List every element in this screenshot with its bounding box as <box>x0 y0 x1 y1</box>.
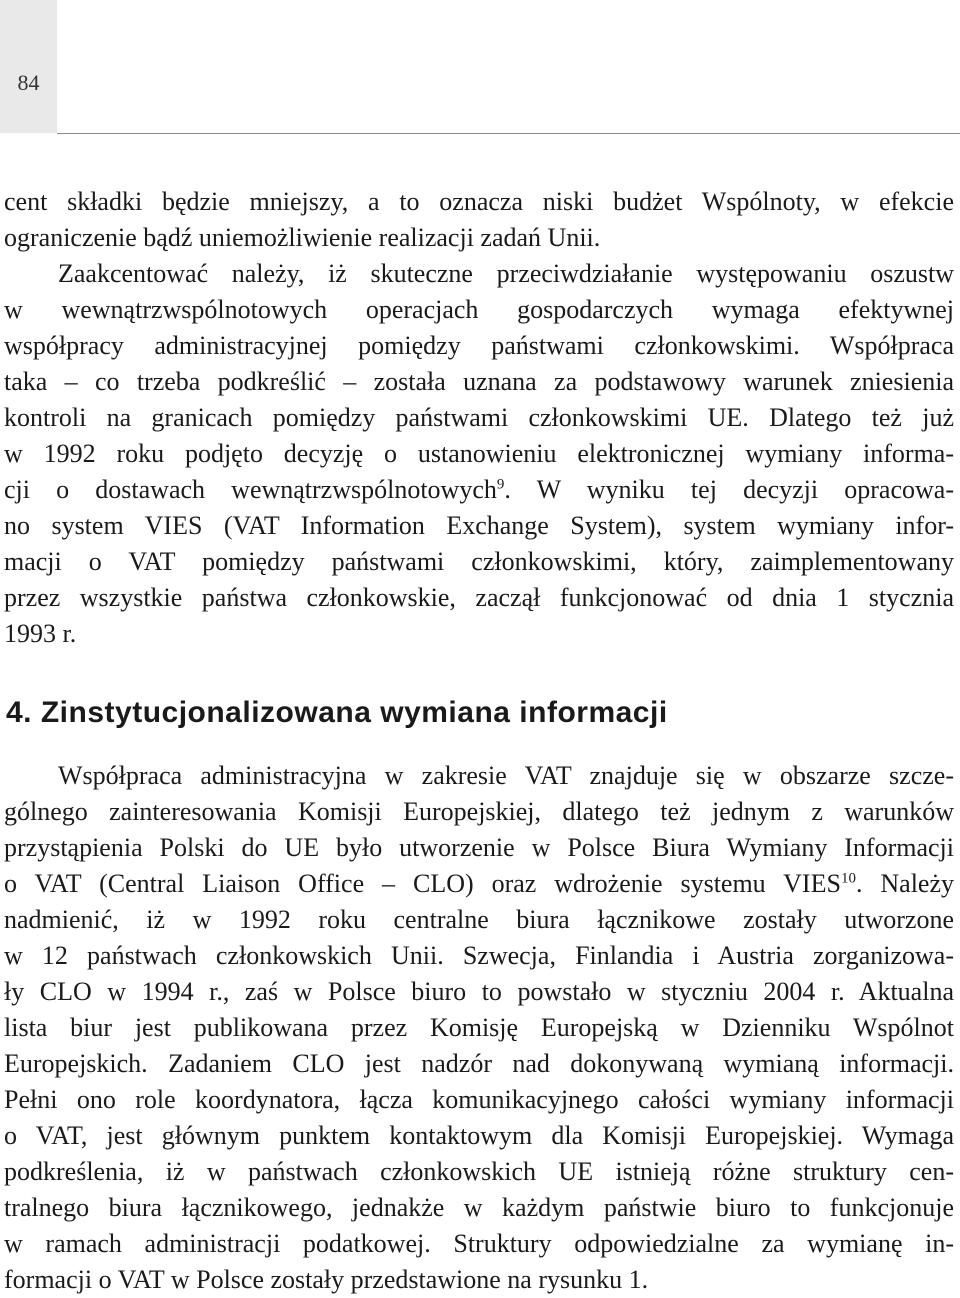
text-line: Europejskich. Zadaniem CLO jest nadzór nad dokonywaną wymianą informacji. <box>4 1049 954 1078</box>
text-line: lista biur jest publikowana przez Komisję Europejską w Dzienniku Wspólnot <box>4 1013 954 1042</box>
text-line <box>4 472 954 508</box>
text-segment: . Należy <box>855 869 954 898</box>
section-heading: 4. Zinstytucjonalizowana wymiana informacji <box>6 696 668 729</box>
header-rule <box>57 133 960 134</box>
text-line: 1993 r. <box>4 619 77 648</box>
text-line: taka – co trzeba podkreślić – została uznana za podstawowy warunek zniesienia <box>4 367 954 396</box>
text-segment: cji o dostawach wewnątrzwspólnotowych <box>4 475 497 504</box>
text-line: nadmienić, iż w 1992 roku centralne biura łącznikowe zostały utworzone <box>4 905 954 934</box>
text-segment: o VAT (Central Liaison Office – CLO) oraz wdrożenie systemu VIES <box>4 869 841 898</box>
text-line: przystąpienia Polski do UE było utworzenie w Polsce Biura Wymiany Informacji <box>4 833 954 862</box>
text-line: cent składki będzie mniejszy, a to oznacza niski budżet Wspólnoty, w efekcie <box>4 187 954 216</box>
text-line: o VAT, jest głównym punktem kontaktowym dla Komisji Europejskiej. Wymaga <box>4 1121 954 1150</box>
text-segment: . W wyniku tej decyzji opracowa- <box>504 475 954 504</box>
text-line: formacji o VAT w Polsce zostały przedstawione na rysunku 1. <box>4 1265 649 1294</box>
text-line: w 1992 roku podjęto decyzję o ustanowieniu elektronicznej wymiany informa- <box>4 439 954 468</box>
text-line: w wewnątrzwspólnotowych operacjach gospodarczych wymaga efektywnej <box>4 295 954 324</box>
text-line: Zaakcentować należy, iż skuteczne przeciwdziałanie występowaniu oszustw <box>58 259 954 288</box>
text-line <box>4 866 954 902</box>
text-line: ły CLO w 1994 r., zaś w Polsce biuro to powstało w styczniu 2004 r. Aktualna <box>4 977 954 1006</box>
page-number: 84 <box>17 70 40 95</box>
text-line: kontroli na granicach pomiędzy państwami członkowskimi UE. Dlatego też już <box>4 403 954 432</box>
footnote-marker: 10 <box>840 870 856 887</box>
text-line: Pełni ono role koordynatora, łącza komunikacyjnego całości wymiany informacji <box>4 1085 954 1114</box>
footnote-marker: 9 <box>496 476 505 493</box>
text-line: podkreślenia, iż w państwach członkowskich UE istnieją różne struktury cen- <box>4 1157 954 1186</box>
text-line: w 12 państwach członkowskich Unii. Szwecja, Finlandia i Austria zorganizowa- <box>4 941 954 970</box>
text-line: ograniczenie bądź uniemożliwienie realizacji zadań Unii. <box>4 223 601 252</box>
text-line: tralnego biura łącznikowego, jednakże w każdym państwie biuro to funkcjonuje <box>4 1193 954 1222</box>
text-line: no system VIES (VAT Information Exchange System), system wymiany infor- <box>4 511 954 540</box>
text-line: w ramach administracji podatkowej. Struktury odpowiedzialne za wymianę in- <box>4 1229 954 1258</box>
text-line: współpracy administracyjnej pomiędzy państwami członkowskimi. Współpraca <box>4 331 954 360</box>
text-line: macji o VAT pomiędzy państwami członkowskimi, który, zaimplementowany <box>4 547 954 576</box>
text-line: gólnego zainteresowania Komisji Europejskiej, dlatego też jednym z warunków <box>4 797 954 826</box>
page-number-tab <box>0 0 57 133</box>
text-line: Współpraca administracyjna w zakresie VAT znajduje się w obszarze szcze- <box>58 761 954 790</box>
text-line: przez wszystkie państwa członkowskie, zaczął funkcjonować od dnia 1 stycznia <box>4 583 954 612</box>
